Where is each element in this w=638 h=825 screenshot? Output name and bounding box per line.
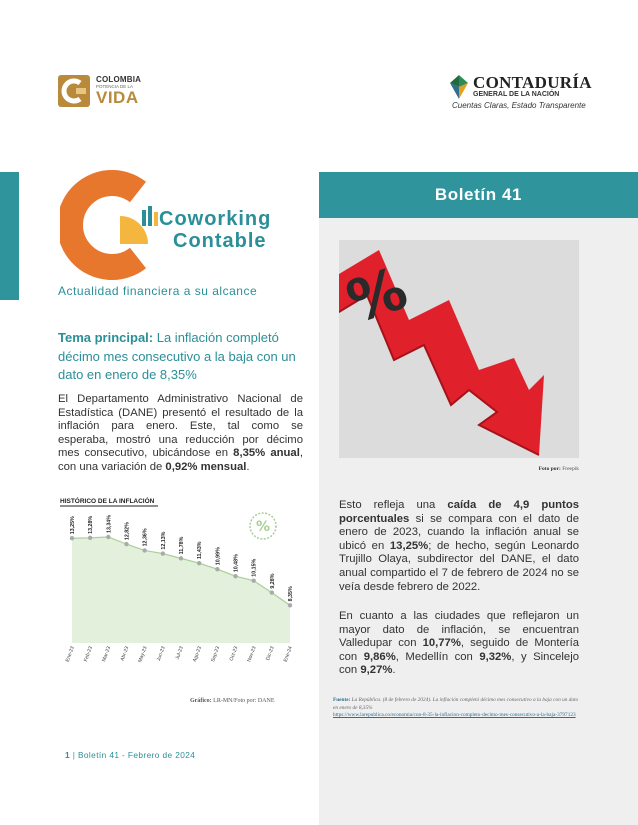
bulletin-header [319, 172, 638, 218]
chart-point [288, 603, 292, 607]
source-link[interactable]: https://www.larepublica.co/economia/con-8-35-la-inflacion-completo-decimo-mes-consecutivo-a-la-baja-3797123 [333, 712, 576, 719]
p2-text-3: ; de hecho, según Leonardo Trujillo Olaya, subdirector del DANE, el dato anual compartido el 7 de febrero de 2024 no se veía desde febrero de 2022. [339, 539, 579, 593]
contaduria-logo-line2: GENERAL DE LA NACIÓN [473, 91, 560, 98]
p1-text-1: El Departamento Administrativo Nacional de Estadística (DANE) presentó el resultado de la inflación para enero. Este, tal como se esperaba, mostró una reducción por décimo mes consecutivo, ubicándose en [58, 393, 303, 460]
percent-symbol: % [339, 253, 416, 337]
coworking-c-icon [60, 170, 160, 280]
p2-text-1: Esto refleja una [339, 499, 448, 511]
brand-word-1: Coworking [159, 208, 272, 230]
chart-x-tick-label: Ago-23 [191, 645, 204, 663]
chart-data-label: 11,43% [197, 541, 204, 560]
main-topic [58, 329, 308, 385]
source-text: La República. (8 de febrero de 2024). La inflación completó décimo mes consecutivo a la baja con un dato en enero de 8,35% [333, 697, 579, 711]
chart-x-tick-label: Jun-23 [155, 645, 167, 663]
chart-point [88, 536, 92, 540]
paragraph-cities [339, 610, 579, 678]
falling-red-arrow-illustration [339, 240, 579, 458]
topic-text: La inflación completó décimo mes consecutivo a la baja con un dato en enero de 8,35% [58, 330, 296, 382]
chart-data-label: 11,78% [179, 536, 185, 555]
p3-bold-3: 9,32% [479, 650, 512, 663]
p3-bold-1: 10,77% [422, 637, 461, 650]
p3-bold-2: 9,86% [363, 650, 396, 663]
inflation-photo [339, 240, 579, 458]
left-accent-bar [0, 172, 19, 300]
chart-x-tick-label: Mar-23 [101, 645, 113, 663]
chart-x-tick-label: Abr-23 [119, 645, 131, 662]
footer-text: Boletín 41 - Febrero de 2024 [77, 750, 196, 760]
p1-text-2: , con una variación de [58, 447, 303, 473]
chart-point [161, 551, 165, 555]
p3-text-5: . [392, 664, 396, 677]
paragraph-drop [339, 499, 579, 594]
chart-data-label: 13,34% [106, 515, 113, 533]
photo-credit-name: Freepik [560, 466, 579, 472]
chart-data-label: 12,36% [142, 528, 149, 547]
colombia-potencia-de-la-vida-logo [58, 73, 158, 109]
inflation-history-chart [58, 493, 303, 683]
chart-data-label: 10,48% [233, 554, 240, 573]
chart-point [215, 567, 219, 571]
percent-badge-icon [250, 513, 276, 539]
chart-point [124, 542, 128, 546]
brand-tagline: Actualidad financiera a su alcance [58, 284, 258, 298]
p1-text-3: . [246, 460, 250, 473]
contaduria-logo-icon [450, 75, 468, 99]
chart-x-tick-label: Sep-23 [210, 645, 222, 663]
bulletin-title: Boletín 41 [434, 185, 523, 204]
colombia-logo-line2: POTENCIA DE LA [96, 83, 134, 89]
chart-x-tick-label: Feb-23 [82, 645, 95, 663]
contaduria-logo-line1: CONTADURÍA [473, 73, 592, 92]
source-citation [333, 697, 580, 720]
brand-word-2: Contable [173, 230, 267, 252]
coworking-contable-logo [60, 170, 300, 280]
p3-text-2: , seguido de Montería con [339, 637, 579, 663]
chart-credit [190, 698, 275, 704]
badge-symbol: % [255, 519, 271, 535]
photo-credit-label: Foto por: [538, 466, 561, 472]
chart-point [197, 561, 201, 565]
p3-text-3: , Medellín con [395, 650, 480, 663]
p1-bold-1: 8,35% anual [233, 447, 300, 460]
chart-x-tick-label: Ene-23 [64, 645, 76, 663]
chart-point [179, 556, 183, 560]
p2-text-2: si se compara con el dato de enero de 2023, cuando la inflación anual se ubicó en [339, 512, 579, 552]
chart-data-label: 13,28% [88, 515, 95, 534]
chart-x-tick-label: Ene-24 [282, 645, 294, 663]
p3-text-4: , y Sincelejo con [339, 650, 579, 677]
chart-point [142, 548, 146, 552]
source-label: Fuente: [333, 697, 351, 703]
photo-credit [470, 466, 579, 472]
chart-point [251, 578, 255, 582]
chart-point [270, 590, 274, 594]
chart-point [233, 574, 237, 578]
p2-bold-1: caída de 4,9 puntos porcentuales [339, 499, 580, 525]
chart-data-label: 9,28% [269, 573, 276, 589]
chart-x-tick-label: Oct-23 [228, 645, 240, 662]
chart-point [106, 535, 110, 539]
colombia-logo-line3: VIDA [96, 88, 139, 108]
p3-text-1: En cuanto a las ciudades que reflejaron un mayor dato de inflación, se encuentran Valledupar con [339, 610, 579, 650]
colombia-logo-icon [58, 75, 90, 107]
colombia-logo-line1: COLOMBIA [96, 74, 142, 84]
p2-bold-2: 13,25% [389, 539, 429, 552]
chart-data-label: 12,13% [160, 531, 167, 550]
page-footer [65, 750, 195, 760]
chart-data-label: 8,35% [288, 586, 294, 602]
chart-point [70, 536, 74, 540]
page-number: 1 [65, 750, 71, 760]
chart-x-tick-label: Nov-23 [246, 645, 258, 663]
chart-data-label: 12,82% [124, 522, 131, 541]
chart-credit-text: LR-MN/Foto por: DANE [211, 698, 275, 704]
p3-bold-4: 9,27% [360, 664, 393, 677]
topic-label: Tema principal: [58, 330, 154, 345]
chart-x-tick-label: May-23 [137, 645, 149, 664]
chart-data-label: 10,99% [215, 547, 222, 566]
footer-separator: | [70, 750, 78, 760]
contaduria-logo-slogan: Cuentas Claras, Estado Transparente [452, 101, 586, 110]
paragraph-intro [58, 393, 303, 475]
chart-x-tick-label: Dic-23 [265, 645, 276, 662]
p1-bold-2: 0,92% mensual [165, 460, 247, 473]
chart-credit-label: Gráfico: [190, 698, 212, 704]
chart-data-label: 13,25% [70, 516, 76, 535]
chart-data-label: 10,15% [251, 558, 258, 577]
chart-x-tick-label: Jul-23 [174, 645, 185, 661]
chart-title: HISTÓRICO DE LA INFLACIÓN [60, 498, 155, 505]
contaduria-logo [450, 73, 592, 113]
